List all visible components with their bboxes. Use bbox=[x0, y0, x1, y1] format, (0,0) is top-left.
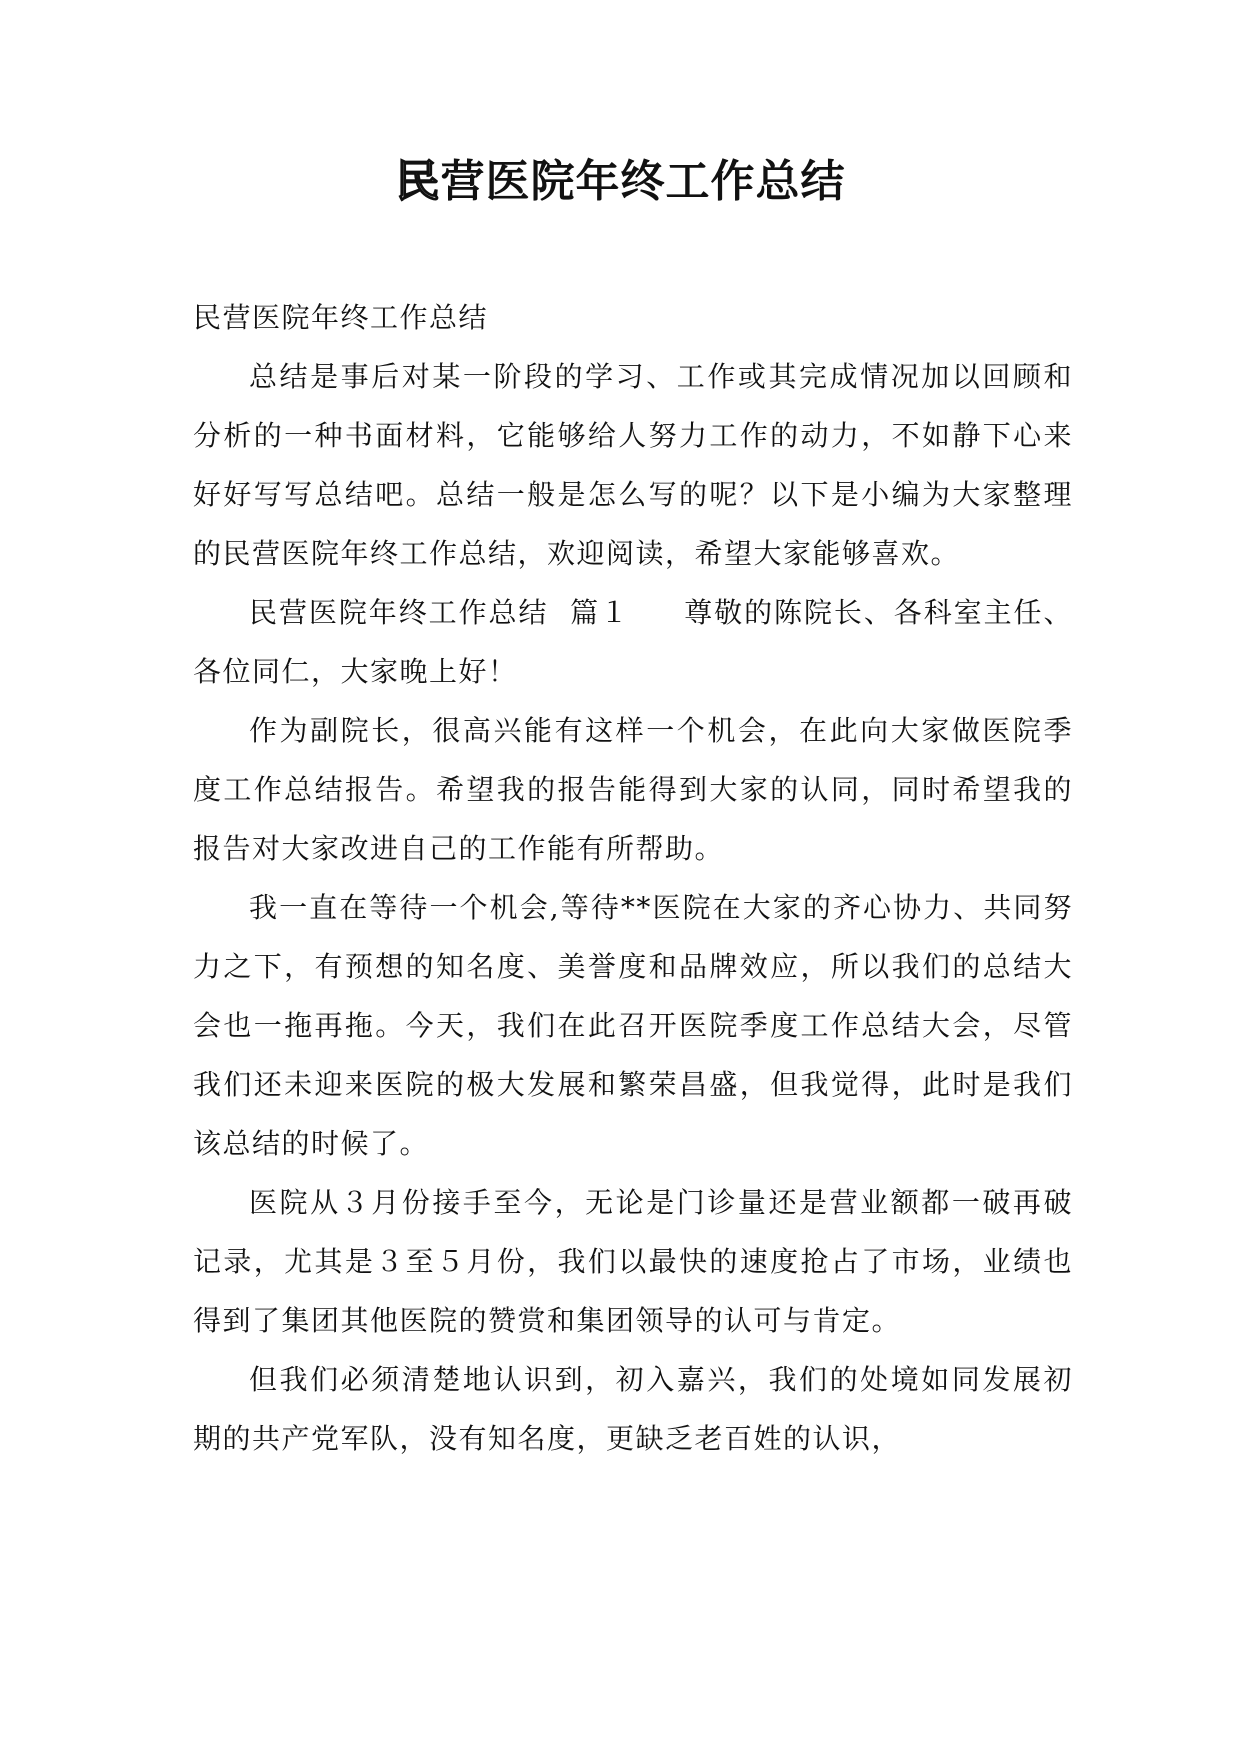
paragraph-body: 我一直在等待一个机会,等待**医院在大家的齐心协力、共同努力之下，有预想的知名度、美誉度和品牌效应，所以我们的总结大会也一拖再拖。今天，我们在此召开医院季度工作总结大会，尽管我们还未迎来医院的极大发展和繁荣昌盛，但我觉得，此时是我们该总结的时候了。 bbox=[193, 891, 1073, 1160]
paragraph-greeting: 民营医院年终工作总结 篇１ 尊敬的陈院长、各科室主任、各位同仁，大家晚上好！ bbox=[193, 596, 1073, 688]
paragraph-heading: 民营医院年终工作总结 bbox=[193, 301, 489, 334]
paragraph-body: 医院从３月份接手至今，无论是门诊量还是营业额都一破再破记录，尤其是３至５月份，我们以最快的速度抢占了市场，业绩也得到了集团其他医院的赞赏和集团领导的认可与肯定。 bbox=[193, 1186, 1073, 1337]
title-rest: 营医院年终工作总结 bbox=[440, 156, 846, 207]
document-body bbox=[193, 288, 1073, 1468]
paragraph-body: 作为副院长，很高兴能有这样一个机会，在此向大家做医院季度工作总结报告。希望我的报告能得到大家的认同，同时希望我的报告对大家改进自己的工作能有所帮助。 bbox=[193, 714, 1073, 865]
title-first-char: 民 bbox=[395, 156, 441, 207]
paragraph-intro: 总结是事后对某一阶段的学习、工作或其完成情况加以回顾和分析的一种书面材料，它能够给人努力工作的动力，不如静下心来好好写写总结吧。总结一般是怎么写的呢？以下是小编为大家整理的民营医院年终工作总结，欢迎阅读，希望大家能够喜欢。 bbox=[193, 360, 1073, 570]
document-title bbox=[0, 150, 1241, 214]
paragraph-body: 但我们必须清楚地认识到，初入嘉兴，我们的处境如同发展初期的共产党军队，没有知名度，更缺乏老百姓的认识， bbox=[193, 1363, 1073, 1455]
